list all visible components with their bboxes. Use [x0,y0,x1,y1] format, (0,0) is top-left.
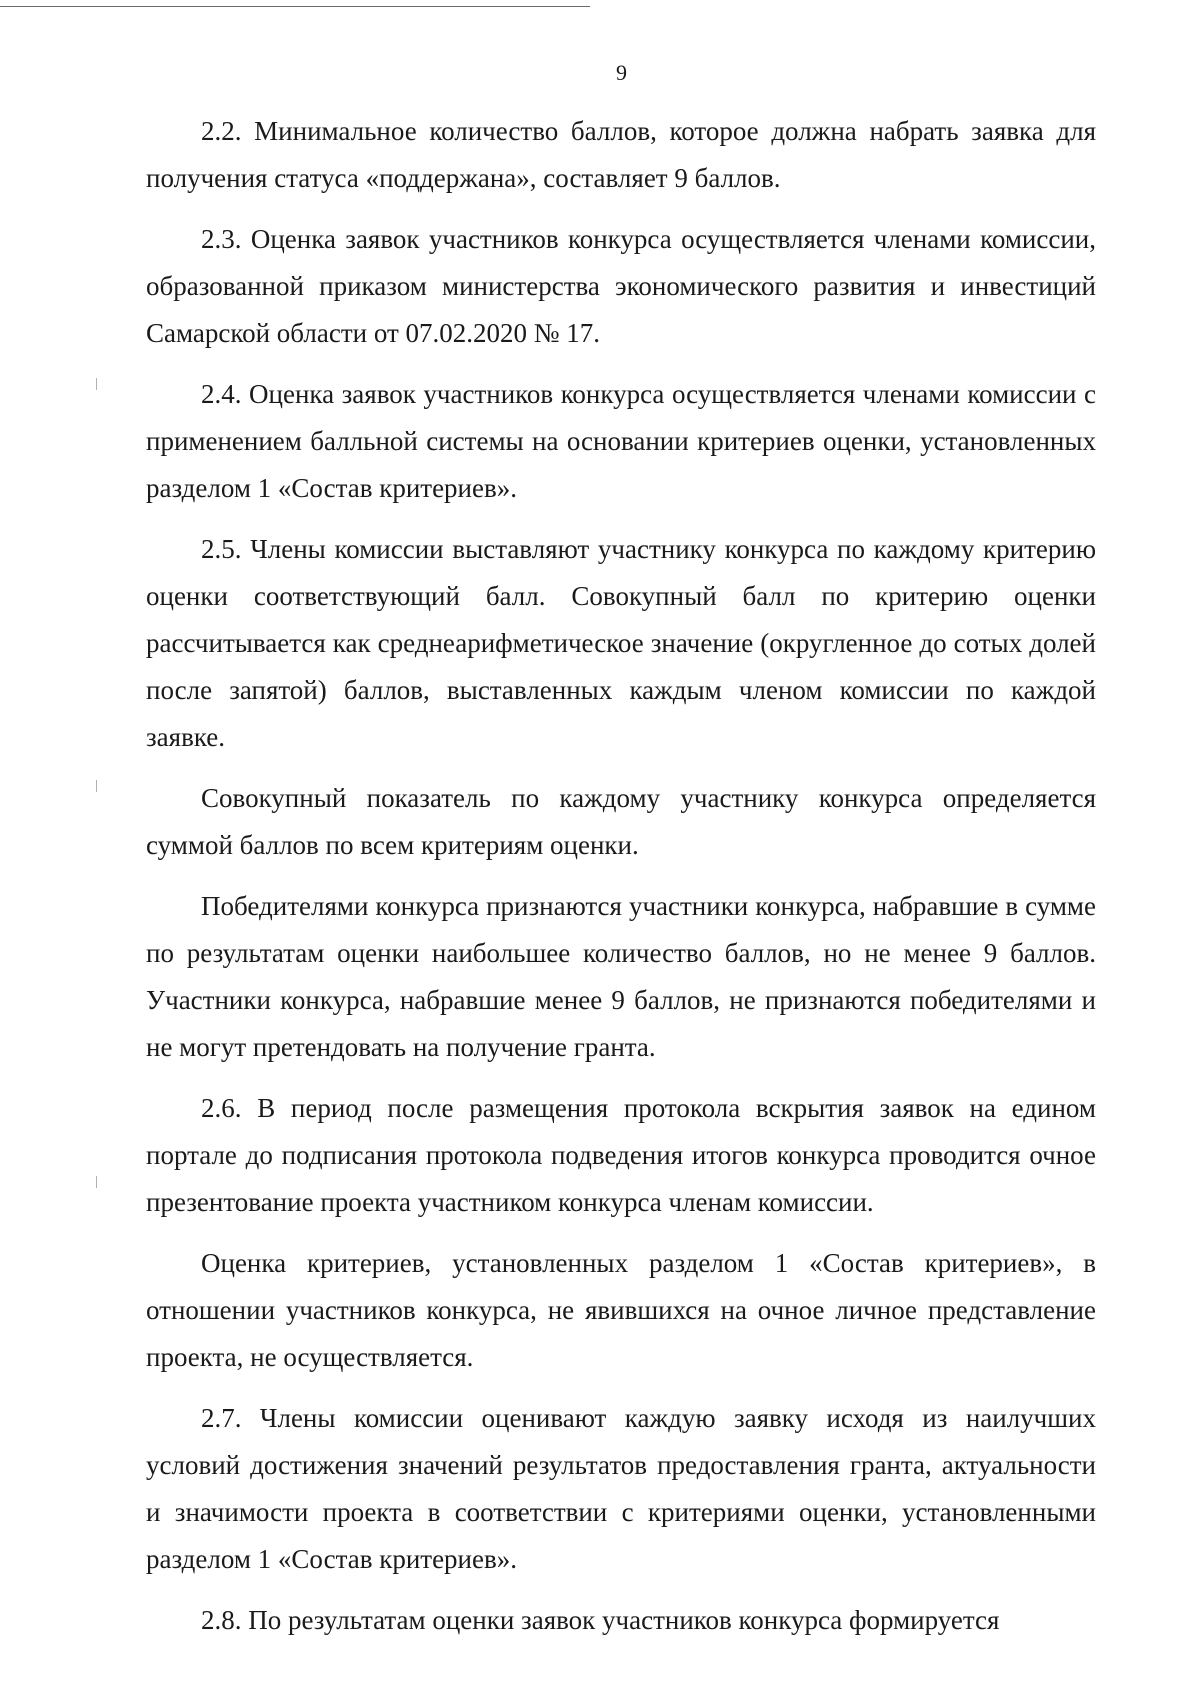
paragraph-absent-participants: Оценка критериев, установленных разделом 1 «Состав критериев», в отношении участников конкурса, не явившихся на очное личное представление проекта, не осуществляется. [146,1248,1096,1372]
paragraph-2-4: 2.4. Оценка заявок участников конкурса осуществляется членами комиссии с применением балльной системы на основании критериев оценки, установленных разделом 1 «Состав критериев». [146,379,1096,503]
paragraph-2-6: 2.6. В период после размещения протокола вскрытия заявок на едином портале до подписания протокола подведения итогов конкурса проводится очное презентование проекта участником конкурса членам комиссии. [146,1093,1096,1217]
paragraph-winners: Победителями конкурса признаются участники конкурса, набравшие в сумме по результатам оценки наибольшее количество баллов, но не менее 9 баллов. Участники конкурса, набравшие менее 9 баллов, не признаются победителями и не могут претендовать на получение гранта. [146,891,1096,1062]
paragraph-aggregate-score: Совокупный показатель по каждому участнику конкурса определяется суммой баллов по всем критериям оценки. [146,783,1096,860]
document-body [146,108,1096,1644]
margin-scan-mark [96,378,97,390]
paragraph-2-5: 2.5. Члены комиссии выставляют участнику конкурса по каждому критерию оценки соответствующий балл. Совокупный балл по критерию оценки рассчитывается как среднеарифметическое значение (округленное до сотых долей после запятой) баллов, выставленных каждым членом комиссии по каждой заявке. [146,534,1096,752]
margin-scan-mark [96,1176,97,1188]
paragraph-2-8: 2.8. По результатам оценки заявок участников конкурса формируется [201,1605,1000,1635]
paragraph-2-3: 2.3. Оценка заявок участников конкурса осуществляется членами комиссии, образованной приказом министерства экономического развития и инвестиций Самарской области от 07.02.2020 № 17. [146,224,1096,348]
margin-scan-mark [96,780,97,792]
paragraph-2-7: 2.7. Члены комиссии оценивают каждую заявку исходя из наилучших условий достижения значений результатов предоставления гранта, актуальности и значимости проекта в соответствии с критериями оценки, установленными разделом 1 «Состав критериев». [146,1403,1096,1574]
page-number: 9 [616,60,627,85]
top-scan-rule [0,6,590,7]
paragraph-2-2: 2.2. Минимальное количество баллов, которое должна набрать заявка для получения статуса «поддержана», составляет 9 баллов. [146,116,1096,193]
